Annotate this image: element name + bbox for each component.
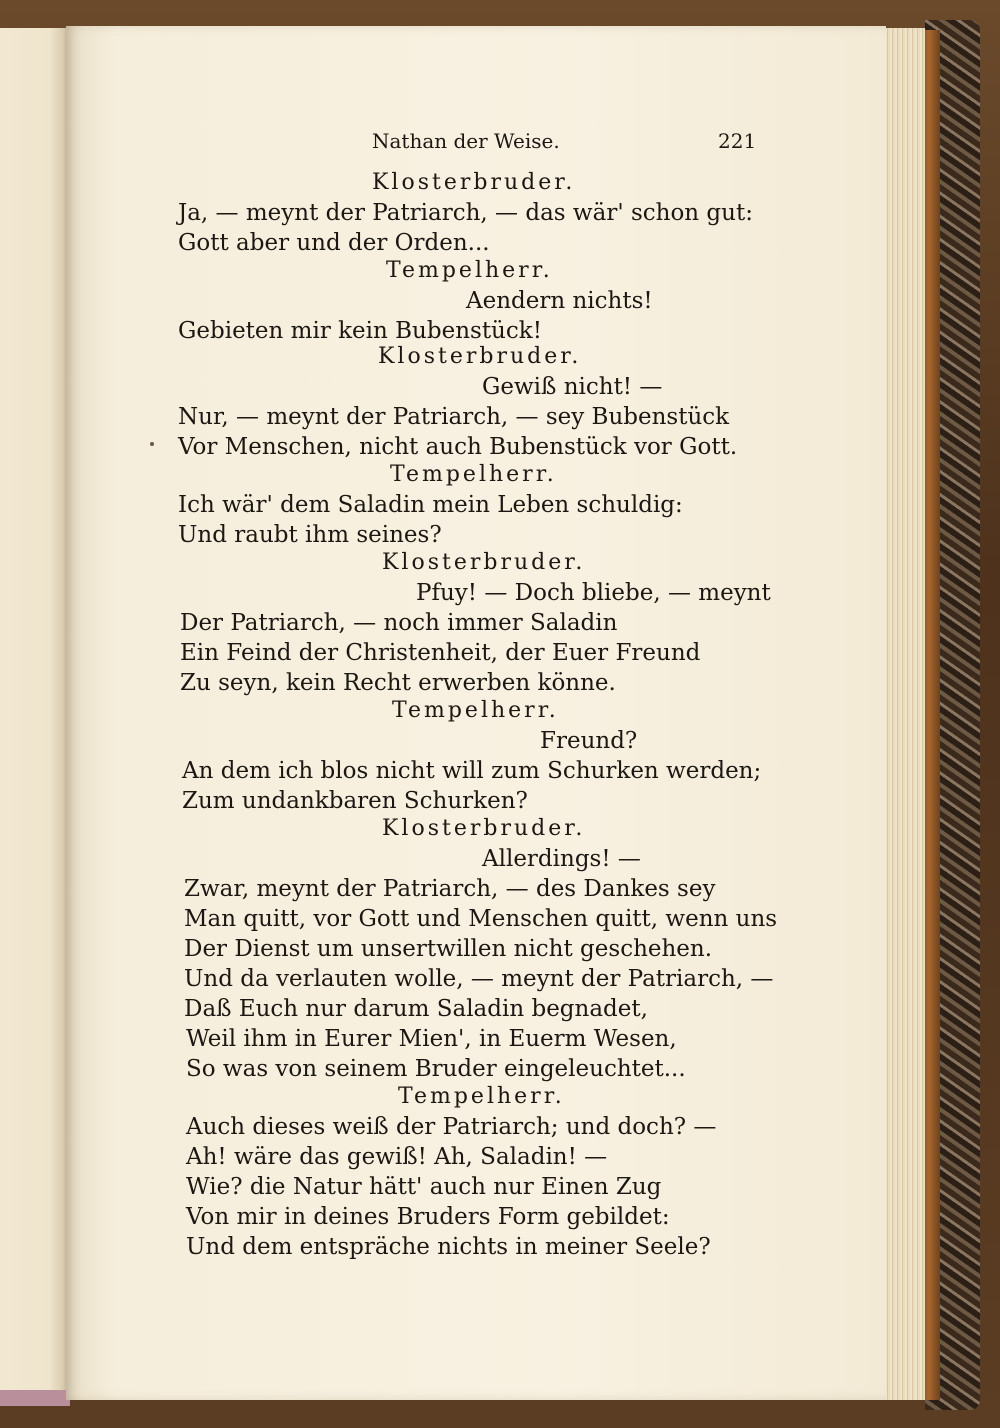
- verse-line: Ah! wäre das gewiß! Ah, Saladin! —: [186, 1144, 608, 1170]
- speaker-heading: Tempelherr.: [386, 258, 553, 283]
- speaker-heading: Tempelherr.: [392, 698, 559, 723]
- verse-line: Auch dieses weiß der Patriarch; und doch? —: [186, 1114, 717, 1140]
- verse-line: Freund?: [540, 728, 638, 754]
- speaker-heading: Klosterbruder.: [382, 816, 586, 841]
- verse-line: Allerdings! —: [482, 846, 641, 872]
- verse-line: Zum undankbaren Schurken?: [182, 788, 528, 814]
- verse-line: Und dem entspräche nichts in meiner Seele?: [186, 1234, 711, 1260]
- left-page-edge: [0, 1390, 70, 1406]
- speaker-heading: Tempelherr.: [390, 462, 557, 487]
- verse-line: Zwar, meynt der Patriarch, — des Dankes sey: [184, 876, 716, 902]
- verse-line: Von mir in deines Bruders Form gebildet:: [186, 1204, 670, 1230]
- verse-line: Man quitt, vor Gott und Menschen quitt, wenn uns: [184, 906, 778, 932]
- verse-line: Und raubt ihm seines?: [178, 522, 442, 548]
- verse-line: Wie? die Natur hätt' auch nur Einen Zug: [186, 1174, 662, 1200]
- verse-line: Ein Feind der Christenheit, der Euer Freund: [180, 640, 701, 666]
- verse-line: Zu seyn, kein Recht erwerben könne.: [180, 670, 616, 696]
- speaker-heading: Klosterbruder.: [382, 550, 586, 575]
- verse-line: Der Patriarch, — noch immer Saladin: [180, 610, 618, 636]
- ink-mark: [150, 442, 154, 446]
- left-page: [0, 28, 66, 1400]
- verse-line: Der Dienst um unsertwillen nicht geschehen.: [184, 936, 713, 962]
- verse-line: Ich wär' dem Saladin mein Leben schuldig:: [178, 492, 683, 518]
- verse-line: Aendern nichts!: [466, 288, 653, 314]
- verse-line: An dem ich blos nicht will zum Schurken werden;: [182, 758, 762, 784]
- speaker-heading: Klosterbruder.: [378, 344, 582, 369]
- verse-line: Vor Menschen, nicht auch Bubenstück vor Gott.: [178, 434, 738, 460]
- verse-line: Pfuy! — Doch bliebe, — meynt: [416, 580, 771, 606]
- verse-line: So was von seinem Bruder eingeleuchtet...: [186, 1056, 686, 1082]
- verse-line: Gebieten mir kein Bubenstück!: [178, 318, 542, 344]
- verse-line: Und da verlauten wolle, — meynt der Patriarch, —: [184, 966, 774, 992]
- verse-line: Ja, — meynt der Patriarch, — das wär' schon gut:: [178, 200, 753, 226]
- speaker-heading: Tempelherr.: [398, 1084, 565, 1109]
- speaker-heading: Klosterbruder.: [372, 170, 576, 195]
- verse-line: Daß Euch nur darum Saladin begnadet,: [184, 996, 648, 1022]
- verse-line: Gott aber und der Orden...: [178, 230, 490, 256]
- verse-line: Weil ihm in Eurer Mien', in Euerm Wesen,: [186, 1026, 677, 1052]
- verse-line: Gewiß nicht! —: [482, 374, 663, 400]
- page-number: 221: [718, 129, 757, 153]
- verse-line: Nur, — meynt der Patriarch, — sey Bubenstück: [178, 404, 730, 430]
- page-block-edges: [880, 28, 925, 1400]
- running-title: Nathan der Weise.: [372, 129, 560, 153]
